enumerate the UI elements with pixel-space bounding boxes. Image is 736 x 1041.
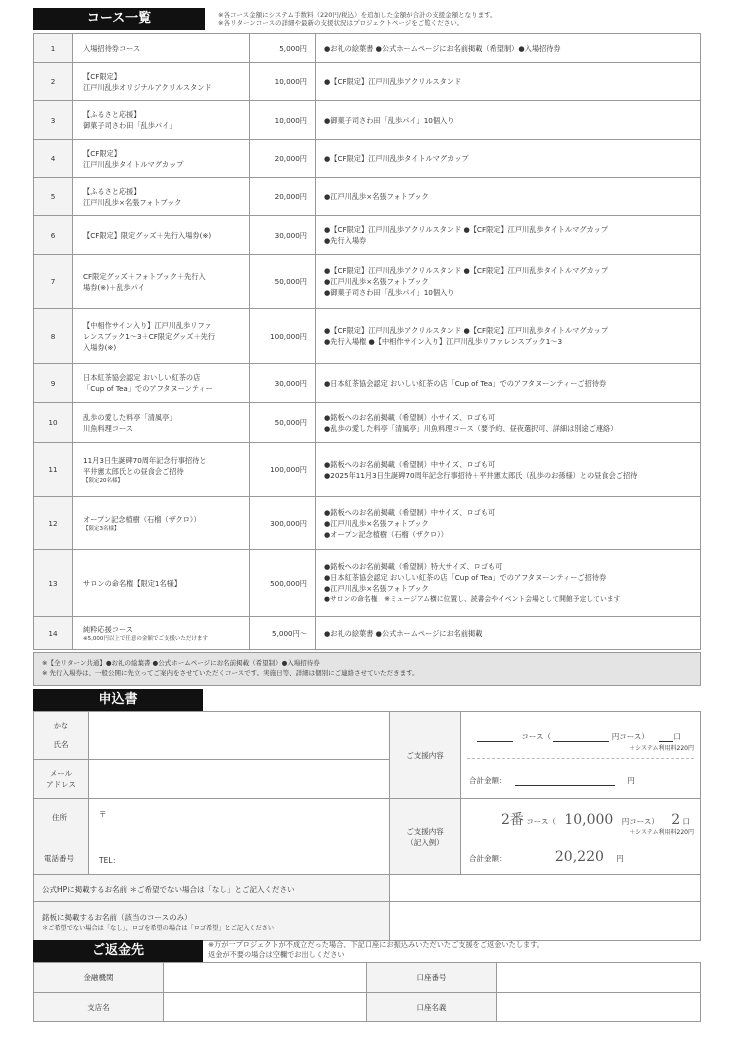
unit-word: 口 bbox=[673, 732, 681, 741]
course-name-line: 【CF限定】 bbox=[83, 148, 121, 158]
course-reward-line: ●日本紅茶協会認定 おいしい紅茶の店「Cup of Tea」でのアフタヌーンティーご招待券 bbox=[324, 573, 607, 582]
name-label: 氏名 bbox=[53, 740, 69, 749]
postal-mark: 〒 bbox=[99, 810, 107, 819]
course-name-line: 場券(※)＋乱歩パイ bbox=[83, 282, 145, 292]
course-name bbox=[73, 255, 250, 309]
example-label-2: （記入例） bbox=[406, 837, 444, 847]
mail-label-2: アドレス bbox=[46, 780, 76, 789]
course-name bbox=[73, 216, 250, 255]
course-row bbox=[34, 497, 701, 550]
course-reward-line: ●江戸川乱歩×名張フォトブック bbox=[324, 518, 429, 528]
course-rewards bbox=[316, 140, 701, 178]
course-name-line: 純粋応援コース bbox=[83, 624, 133, 634]
course-list-note-2: ※各リターンコースの詳細や最新の支援状況はプロジェクトページをご覧ください。 bbox=[218, 19, 464, 27]
yen-course-word: 円コース） bbox=[611, 732, 649, 741]
course-row bbox=[34, 178, 701, 216]
course-number bbox=[34, 403, 73, 443]
course-rewards bbox=[316, 255, 701, 309]
yen-label: 円 bbox=[627, 776, 635, 785]
course-number bbox=[34, 101, 73, 140]
course-rewards bbox=[316, 309, 701, 364]
course-name-line: 乱歩の愛した料亭「清風亭」 bbox=[83, 412, 177, 422]
course-row bbox=[34, 403, 701, 443]
course-reward-line: ●【CF限定】江戸川乱歩アクリルスタンド ●【CF限定】江戸川乱歩タイトルマグカップ bbox=[324, 225, 609, 234]
course-name bbox=[73, 497, 250, 550]
account-name-field[interactable] bbox=[496, 992, 701, 1022]
example-course-number: 2番 bbox=[501, 812, 524, 828]
course-reward-line: ●【CF限定】江戸川乱歩アクリルスタンド ●【CF限定】江戸川乱歩タイトルマグカップ bbox=[324, 326, 609, 335]
course-reward-line: ●お礼の絵葉書 ●公式ホームページにお名前掲載（希望制）●入場招待券 bbox=[324, 43, 561, 53]
example-label-cell bbox=[389, 798, 461, 875]
course-price-text: 500,000円 bbox=[270, 578, 307, 588]
course-name bbox=[73, 63, 250, 101]
course-name bbox=[73, 443, 250, 497]
course-price-text: 50,000円 bbox=[274, 277, 307, 286]
course-price bbox=[250, 550, 316, 617]
example-system-fee: ＋システム利用料220円 bbox=[629, 829, 694, 836]
name-field[interactable] bbox=[88, 711, 390, 760]
course-name-line: 11月3日生誕碑70周年記念行事招待と bbox=[83, 455, 207, 465]
course-reward-line: ●銘板へのお名前掲載（希望制）特大サイズ、ロゴも可 bbox=[324, 562, 503, 571]
course-number bbox=[34, 255, 73, 309]
course-price bbox=[250, 403, 316, 443]
course-price bbox=[250, 497, 316, 550]
course-name-line: 【中相作サイン入り】江戸川乱歩リファ bbox=[83, 320, 212, 330]
course-price bbox=[250, 255, 316, 309]
course-number-blank[interactable] bbox=[477, 741, 513, 742]
course-price bbox=[250, 34, 316, 63]
course-number-text: 6 bbox=[50, 230, 56, 240]
course-price-text: 100,000円 bbox=[270, 331, 307, 341]
course-row bbox=[34, 140, 701, 178]
course-name-line: 江戸川乱歩タイトルマグカップ bbox=[83, 159, 184, 169]
course-number bbox=[34, 216, 73, 255]
branch-label-cell bbox=[33, 992, 164, 1022]
course-price bbox=[250, 101, 316, 140]
course-price-text: 5,000円〜 bbox=[272, 628, 307, 638]
refund-note-2: 返金が不要の場合は空欄でお出しください bbox=[208, 950, 345, 959]
course-name bbox=[73, 364, 250, 403]
course-rewards bbox=[316, 34, 701, 63]
course-price bbox=[250, 178, 316, 216]
course-price bbox=[250, 617, 316, 650]
phone-label: 電話番号 bbox=[44, 854, 74, 863]
course-number-text: 14 bbox=[48, 628, 58, 638]
course-rewards bbox=[316, 178, 701, 216]
address-field[interactable] bbox=[88, 798, 390, 875]
course-reward-line: ●江戸川乱歩×名張フォトブック bbox=[324, 192, 429, 201]
example-yen-course: 円コース） bbox=[621, 817, 659, 826]
course-name-line: 平井憲太郎氏との昼食会ご招待 bbox=[83, 466, 184, 476]
course-footnote bbox=[33, 652, 701, 686]
course-name bbox=[73, 34, 250, 63]
course-name-line: 【CF限定】限定グッズ＋先行入場券(※) bbox=[83, 230, 212, 240]
course-reward-line: ●御菓子司さわ田「乱歩パイ」10個入り bbox=[324, 115, 455, 125]
course-name-line: 日本紅茶協会認定 おいしい紅茶の店 bbox=[83, 373, 201, 382]
course-reward-line: ●サロンの命名権 ※ミュージアム横に位置し、読書会やイベント会場として開館予定しています bbox=[324, 595, 621, 603]
course-row bbox=[34, 617, 701, 650]
course-rewards bbox=[316, 364, 701, 403]
course-rewards bbox=[316, 101, 701, 140]
course-number bbox=[34, 34, 73, 63]
course-number-text: 3 bbox=[50, 115, 56, 125]
refund-title: ご返金先 bbox=[33, 940, 203, 962]
application-form-title: 申込書 bbox=[33, 689, 203, 711]
course-reward-line: ●【CF限定】江戸川乱歩アクリルスタンド ●【CF限定】江戸川乱歩タイトルマグカップ bbox=[324, 266, 609, 275]
course-row bbox=[34, 309, 701, 364]
course-rewards bbox=[316, 443, 701, 497]
course-number-text: 9 bbox=[50, 378, 56, 388]
course-name-line: 江戸川乱歩×名張フォトブック bbox=[83, 197, 182, 207]
course-price bbox=[250, 364, 316, 403]
course-name-line: 【ふるさと応援】 bbox=[83, 110, 141, 119]
course-name bbox=[73, 309, 250, 364]
course-row bbox=[34, 364, 701, 403]
course-number bbox=[34, 617, 73, 650]
account-name-label: 口座名義 bbox=[416, 1002, 447, 1012]
course-price-text: 30,000円 bbox=[274, 378, 307, 388]
course-price bbox=[250, 443, 316, 497]
course-name-line: 【ふるさと応援】 bbox=[83, 186, 141, 196]
course-number bbox=[34, 550, 73, 617]
plate-name-note: ＊ご希望でない場合は「なし」、ロゴを希望の場合は「ロゴ希望」とご記入ください bbox=[42, 925, 275, 932]
course-number-text: 10 bbox=[48, 418, 58, 427]
application-form bbox=[33, 711, 701, 941]
address-label: 住所 bbox=[52, 813, 67, 822]
example-unit-word: 口 bbox=[682, 817, 691, 826]
hp-name-field[interactable] bbox=[389, 874, 701, 902]
course-name-line: 【限定3名様】 bbox=[83, 525, 120, 532]
mail-label-cell bbox=[33, 759, 89, 799]
course-name-line: 川魚料理コース bbox=[83, 423, 133, 433]
course-reward-line: ●江戸川乱歩×名張フォトブック bbox=[324, 277, 429, 286]
course-number-text: 4 bbox=[50, 154, 56, 163]
example-label-1: ご支援内容 bbox=[406, 826, 444, 836]
course-name-line: CF限定グッズ＋フォトブック＋先行入 bbox=[83, 271, 206, 281]
course-price bbox=[250, 63, 316, 101]
account-name-label-cell bbox=[366, 992, 497, 1022]
course-name bbox=[73, 178, 250, 216]
kana-label: かな bbox=[54, 722, 68, 730]
account-no-label: 口座番号 bbox=[416, 973, 447, 982]
email-field[interactable] bbox=[88, 759, 390, 799]
total-blank[interactable] bbox=[515, 785, 615, 786]
plate-name-label: 銘板に掲載するお名前（該当のコースのみ） bbox=[42, 913, 192, 922]
example-course-word: コース（ bbox=[526, 817, 556, 826]
course-footnote-line-1: ※【全リターン共通】●お礼の絵葉書 ●公式ホームページにお名前掲載（希望制）●入場招待券 bbox=[42, 659, 320, 667]
course-price-text: 20,000円 bbox=[274, 192, 307, 201]
example-yen: 円 bbox=[616, 854, 624, 863]
course-number-text: 12 bbox=[48, 518, 58, 528]
course-rewards bbox=[316, 550, 701, 617]
course-name-line: ※5,000円以上で任意の金額でご支援いただけます bbox=[83, 635, 208, 642]
course-list-note-1: ※各コース金額にシステム手数料（220円/税込）を追加した金額が合計の支援金額となります。 bbox=[218, 11, 497, 19]
course-row bbox=[34, 101, 701, 140]
units-blank[interactable] bbox=[659, 741, 673, 742]
amount-blank[interactable] bbox=[553, 741, 609, 742]
plate-name-label-cell bbox=[33, 901, 390, 941]
refund-table bbox=[33, 962, 701, 1022]
plate-name-field[interactable] bbox=[389, 901, 701, 941]
course-reward-line: ●江戸川乱歩×名張フォトブック bbox=[324, 584, 429, 593]
course-reward-line: ●2025年11月3日生誕碑70周年記念行事招待＋平井憲太郎氏（乱歩のお孫様）との昼食会ご招待 bbox=[324, 470, 638, 480]
course-list-title: コース一覧 bbox=[33, 8, 205, 30]
course-rewards bbox=[316, 403, 701, 443]
course-number-text: 11 bbox=[48, 465, 58, 474]
branch-field[interactable] bbox=[163, 992, 367, 1022]
course-number-text: 8 bbox=[50, 331, 56, 341]
course-reward-line: ●乱歩の愛した料亭「清風亭」川魚料理コース（要予約、昼夜選択可、詳細は別途ご連絡） bbox=[324, 423, 618, 433]
mail-label-1: メール bbox=[49, 769, 73, 778]
support-label: ご支援内容 bbox=[406, 750, 444, 760]
example-cell bbox=[460, 798, 701, 875]
course-number-text: 1 bbox=[50, 43, 56, 53]
bank-label-cell bbox=[33, 962, 164, 993]
course-reward-line: ●日本紅茶協会認定 おいしい紅茶の店「Cup of Tea」でのアフタヌーンティーご招待券 bbox=[324, 378, 607, 388]
course-number bbox=[34, 364, 73, 403]
refund-note-1: ※万が一プロジェクトが不成立だった場合、下記口座にお振込みいただいたご支援をご返金いたします。 bbox=[208, 940, 544, 949]
course-name bbox=[73, 617, 250, 650]
example-amount: 10,000 bbox=[564, 812, 614, 828]
course-name-line: 御菓子司さわ田「乱歩パイ」 bbox=[83, 121, 177, 130]
support-label-cell bbox=[389, 711, 461, 799]
course-name-line: 【限定20名様】 bbox=[83, 477, 123, 484]
bank-label: 金融機関 bbox=[83, 973, 114, 982]
course-name-line: サロンの命名権【限定1名様】 bbox=[83, 578, 182, 588]
account-no-label-cell bbox=[366, 962, 497, 993]
course-name bbox=[73, 550, 250, 617]
course-price-text: 5,000円 bbox=[279, 43, 307, 53]
course-price-text: 30,000円 bbox=[274, 230, 307, 240]
course-number bbox=[34, 63, 73, 101]
address-label-cell bbox=[33, 798, 89, 875]
course-table bbox=[33, 33, 701, 650]
course-name-line: オープン記念植樹（石榴（ザクロ）） bbox=[83, 514, 201, 524]
course-number-text: 13 bbox=[48, 578, 58, 588]
course-price-text: 300,000円 bbox=[270, 518, 307, 528]
course-row bbox=[34, 216, 701, 255]
course-number bbox=[34, 497, 73, 550]
course-name bbox=[73, 140, 250, 178]
course-reward-line: ●銘板へのお名前掲載（希望制）小サイズ、ロゴも可 bbox=[324, 412, 496, 422]
hp-name-label: 公式HPに掲載するお名前 ＊ご希望でない場合は「なし」とご記入ください bbox=[42, 885, 295, 894]
course-price-text: 20,000円 bbox=[274, 154, 307, 163]
example-units: 2 bbox=[671, 812, 681, 828]
branch-label: 支店名 bbox=[87, 1002, 110, 1012]
course-row bbox=[34, 550, 701, 617]
course-price-text: 10,000円 bbox=[274, 77, 307, 86]
support-input-cell[interactable] bbox=[460, 711, 701, 799]
example-total: 20,220 bbox=[554, 849, 604, 865]
example-total-label: 合計金額： bbox=[469, 854, 507, 863]
course-price bbox=[250, 216, 316, 255]
course-name-line: 入場券(※) bbox=[83, 342, 117, 352]
course-name bbox=[73, 101, 250, 140]
course-reward-line: ●先行入場権 ●【中相作サイン入り】江戸川乱歩リファレンスブック1〜3 bbox=[324, 337, 563, 346]
course-footnote-line-2: ※ 先行入場券は、一般公開に先立ってご案内をさせていただくコースです。実施日等、詳細は個別にご連絡させていただきます。 bbox=[42, 669, 419, 677]
hp-name-label-cell bbox=[33, 874, 390, 902]
course-number-text: 2 bbox=[50, 77, 56, 86]
bank-field[interactable] bbox=[163, 962, 367, 993]
course-reward-line: ●銘板へのお名前掲載（希望制）中サイズ、ロゴも可 bbox=[324, 459, 496, 469]
course-number bbox=[34, 178, 73, 216]
course-reward-line: ●【CF限定】江戸川乱歩タイトルマグカップ bbox=[324, 154, 469, 163]
course-row bbox=[34, 443, 701, 497]
total-label: 合計金額： bbox=[469, 776, 507, 785]
course-name-line: 入場招待券コース bbox=[83, 43, 141, 53]
course-reward-line: ●【CF限定】江戸川乱歩アクリルスタンド bbox=[324, 77, 462, 86]
course-number bbox=[34, 309, 73, 364]
course-price bbox=[250, 309, 316, 364]
course-price-text: 100,000円 bbox=[270, 465, 307, 474]
course-name-line: 江戸川乱歩オリジナルアクリルスタンド bbox=[83, 82, 212, 92]
course-row bbox=[34, 63, 701, 101]
account-no-field[interactable] bbox=[496, 962, 701, 993]
course-reward-line: ●お礼の絵葉書 ●公式ホームページにお名前掲載 bbox=[324, 628, 483, 638]
course-number-text: 5 bbox=[50, 192, 56, 201]
course-row bbox=[34, 255, 701, 309]
course-name bbox=[73, 403, 250, 443]
course-name-line: 「Cup of Tea」でのアフタヌーンティー bbox=[83, 384, 213, 393]
system-fee-note: ＋システム利用料220円 bbox=[629, 745, 694, 752]
name-label-cell bbox=[33, 711, 89, 760]
course-price-text: 10,000円 bbox=[274, 115, 307, 125]
course-price bbox=[250, 140, 316, 178]
course-rewards bbox=[316, 216, 701, 255]
course-rewards bbox=[316, 497, 701, 550]
course-name-line: レンスブック1〜3＋CF限定グッズ＋先行 bbox=[83, 331, 216, 341]
course-row bbox=[34, 34, 701, 63]
course-reward-line: ●銘板へのお名前掲載（希望制）中サイズ、ロゴも可 bbox=[324, 507, 496, 517]
course-number bbox=[34, 140, 73, 178]
course-rewards bbox=[316, 63, 701, 101]
course-rewards bbox=[316, 617, 701, 650]
course-word: コース（ bbox=[521, 732, 552, 741]
course-number-text: 7 bbox=[50, 277, 56, 286]
course-reward-line: ●御菓子司さわ田「乱歩パイ」10個入り bbox=[324, 288, 455, 297]
tel-label: TEL： bbox=[99, 856, 120, 865]
course-reward-line: ●オープン記念植樹（石榴（ザクロ）） bbox=[324, 529, 448, 539]
course-price-text: 50,000円 bbox=[274, 418, 307, 427]
course-number bbox=[34, 443, 73, 497]
course-name-line: 【CF限定】 bbox=[83, 71, 121, 81]
course-reward-line: ●先行入場券 bbox=[324, 236, 367, 245]
